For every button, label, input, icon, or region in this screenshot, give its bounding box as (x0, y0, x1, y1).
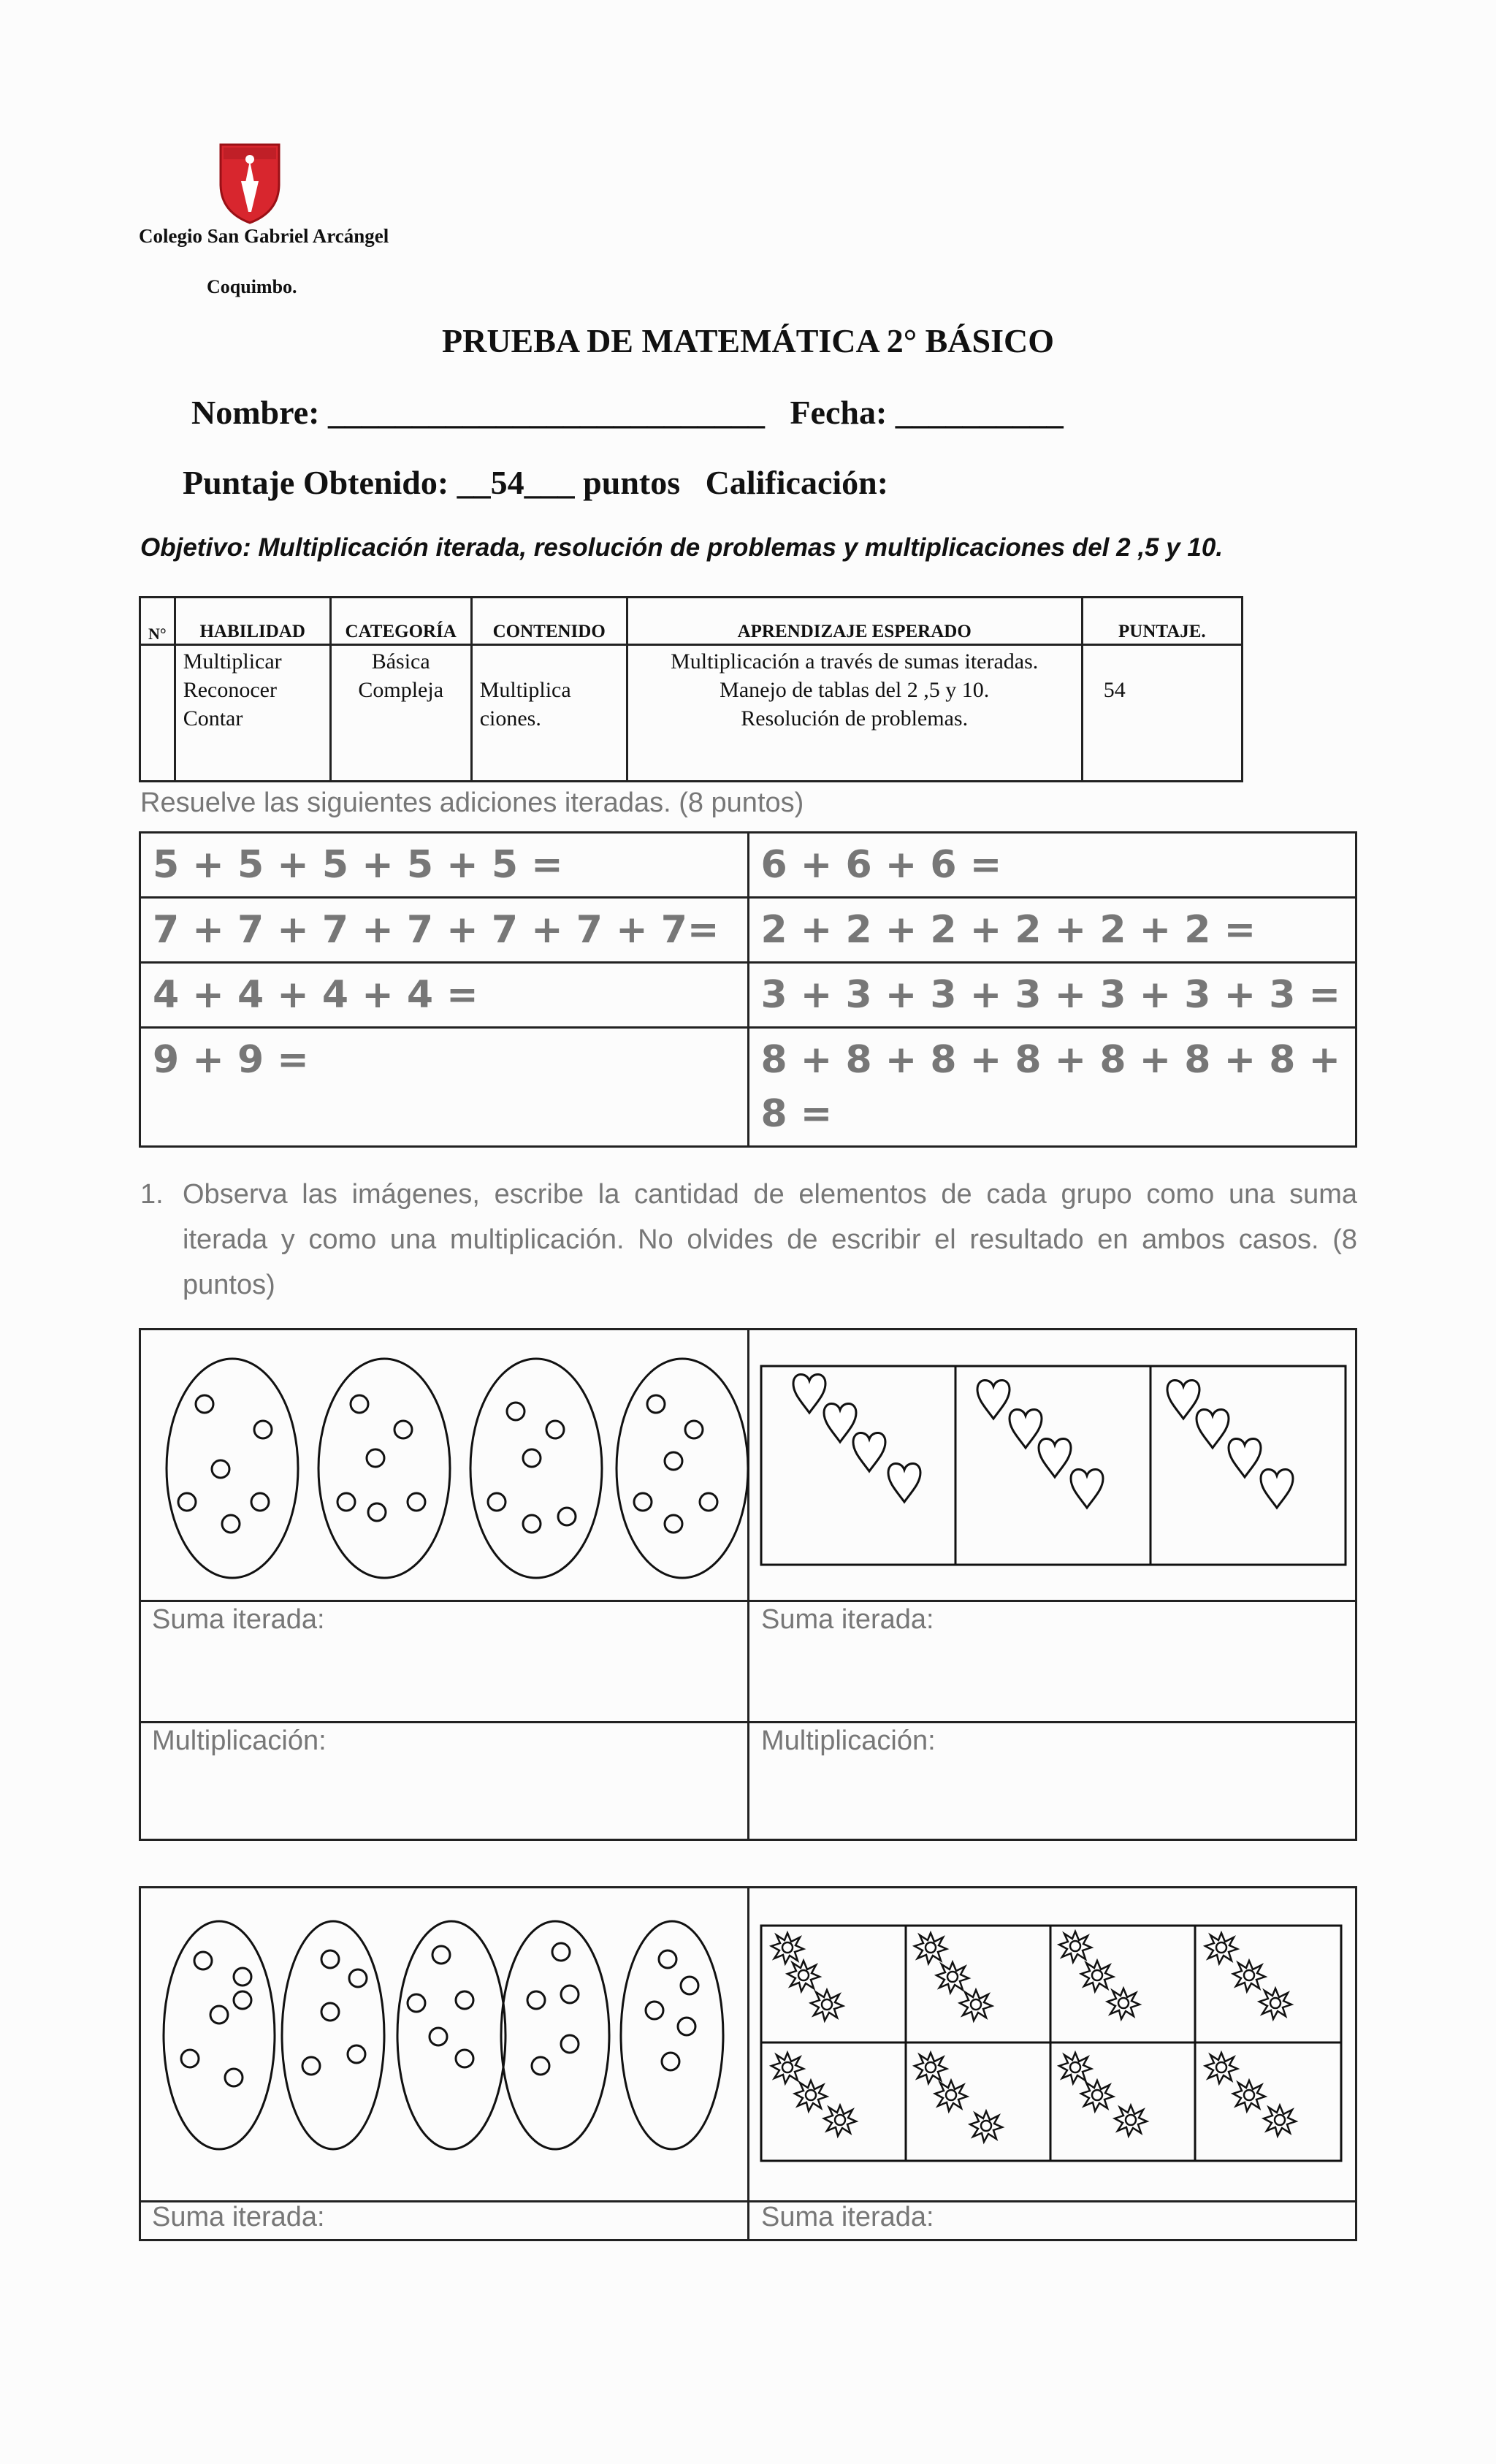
suma-iterada-label-2: Suma iterada: (761, 1604, 934, 1635)
divider (139, 1600, 1357, 1602)
oval-group (470, 1359, 602, 1578)
addition-3[interactable]: 7 + 7 + 7 + 7 + 7 + 7 + 7= (140, 898, 749, 963)
aprendizaje-2: Manejo de tablas del 2 ,5 y 10. (720, 678, 990, 702)
question-number: 1. (140, 1179, 164, 1210)
addition-6[interactable]: 3 + 3 + 3 + 3 + 3 + 3 + 3 = (748, 963, 1356, 1028)
multiplicacion-label-2: Multiplicación: (761, 1725, 936, 1756)
oval-group (318, 1359, 450, 1578)
divider (747, 1886, 749, 2241)
suns-illustration (760, 1924, 1350, 2170)
divider (139, 1721, 1357, 1723)
question-1 (140, 1172, 1357, 1308)
oval-groups-illustration-2 (161, 1905, 738, 2183)
header-categoria: CATEGORÍA (330, 598, 471, 645)
name-date-line: Nombre: __________________________ Fecha: __________ (191, 394, 1064, 431)
header-habilidad: HABILIDAD (175, 598, 330, 645)
cell-contenido (471, 645, 627, 782)
aprendizaje-3: Resolución de problemas. (741, 706, 969, 731)
addition-4[interactable]: 2 + 2 + 2 + 2 + 2 + 2 = (748, 898, 1356, 963)
aprendizaje-1: Multiplicación a través de sumas iteradas. (671, 649, 1039, 674)
categoria-1: Básica (371, 649, 430, 674)
page-title: PRUEBA DE MATEMÁTICA 2° BÁSICO (442, 322, 1054, 359)
puntaje-2: 54 (1103, 678, 1126, 702)
contenido-3: ciones. (479, 706, 541, 731)
school-logo (213, 139, 286, 226)
suma-iterada-label-3: Suma iterada: (152, 2202, 325, 2232)
habilidad-2: Reconocer (183, 678, 277, 702)
header-contenido: CONTENIDO (471, 598, 627, 645)
header-aprendizaje: APRENDIZAJE ESPERADO (627, 598, 1082, 645)
addition-7[interactable]: 9 + 9 = (140, 1028, 749, 1147)
score-line: Puntaje Obtenido: __54___ puntos Calificación: (183, 464, 889, 501)
cell-n (140, 645, 175, 782)
multiplicacion-label-1: Multiplicación: (152, 1725, 327, 1756)
question-text: Observa las imágenes, escribe la cantidad de elementos de cada grupo como una suma iterada y como una multiplicación. No olvides de escribir el resultado en ambos casos. (8 puntos) (183, 1179, 1357, 1300)
habilidad-3: Contar (183, 706, 243, 731)
suma-iterada-label-1: Suma iterada: (152, 1604, 325, 1635)
categoria-2: Compleja (358, 678, 444, 702)
school-city: Coquimbo. (207, 276, 297, 297)
cell-habilidad (175, 645, 330, 782)
contenido-2: Multiplica (479, 678, 571, 702)
addition-2[interactable]: 6 + 6 + 6 = (748, 833, 1356, 898)
addition-1[interactable]: 5 + 5 + 5 + 5 + 5 = (140, 833, 749, 898)
header-n: N° (140, 598, 175, 645)
puntaje-1 (1104, 647, 1234, 676)
hearts-illustration (760, 1365, 1350, 1576)
habilidad-1: Multiplicar (183, 649, 282, 674)
objective: Objetivo: Multiplicación iterada, resolución de problemas y multiplicaciones del 2 ,5 y 10. (140, 533, 1224, 562)
oval-groups-illustration (161, 1347, 752, 1588)
cell-puntaje (1082, 645, 1242, 782)
additions-table (139, 831, 1357, 1148)
cell-aprendizaje (627, 645, 1082, 782)
section1-instruction: Resuelve las siguientes adiciones iteradas. (8 puntos) (140, 787, 804, 818)
addition-8[interactable]: 8 + 8 + 8 + 8 + 8 + 8 + 8 + 8 = (748, 1028, 1356, 1147)
cell-categoria (330, 645, 471, 782)
oval-group (167, 1359, 298, 1578)
info-table (139, 596, 1243, 782)
header-puntaje: PUNTAJE. (1082, 598, 1242, 645)
contenido-1 (480, 647, 619, 676)
oval-group (617, 1359, 748, 1578)
addition-5[interactable]: 4 + 4 + 4 + 4 = (140, 963, 749, 1028)
suma-iterada-label-4: Suma iterada: (761, 2202, 934, 2232)
school-name: Colegio San Gabriel Arcángel (139, 225, 389, 247)
